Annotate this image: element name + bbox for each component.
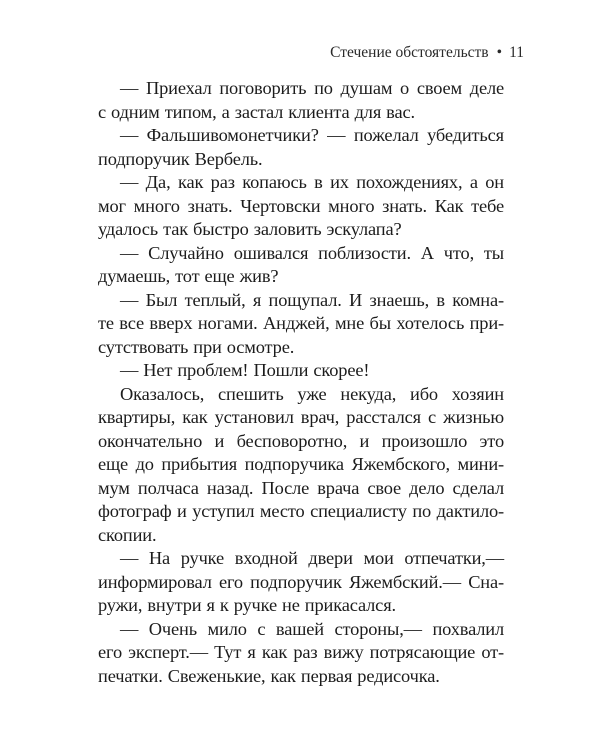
text-line: — Да, как раз копаюсь в их похождениях, а он — [120, 172, 504, 192]
text-line: скопии. — [98, 524, 157, 545]
paragraph — [98, 383, 504, 548]
page-number: 11 — [509, 44, 524, 61]
running-header — [330, 44, 524, 62]
text-line: удалось так быстро заловить эскулапа? — [98, 219, 402, 239]
text-line: ружи, внутри я к ручке не прикасался. — [98, 595, 396, 615]
text-line: — Очень мило с вашей стороны,— похвалил — [120, 618, 504, 639]
text-line: — Случайно ошивался поблизости. А что, ты — [120, 242, 504, 263]
paragraph — [98, 124, 504, 171]
text-line: — Нет проблем! Пошли скорее! — [120, 360, 370, 380]
text-line: — Был теплый, я пощупал. И знаешь, в комна- — [120, 289, 504, 310]
text-line: мог много знать. Чертовски много знать. Как тебе — [98, 195, 504, 216]
text-line: с одним типом, а застал клиента для вас. — [98, 101, 415, 122]
text-line: думаешь, тот еще жив? — [98, 266, 279, 286]
paragraph — [98, 289, 504, 360]
text-line: — На ручке входной двери мои отпечатки,— — [120, 548, 504, 568]
text-line: те все вверх ногами. Анджей, мне бы хотелось при- — [98, 313, 504, 333]
text-line: печатки. Свеженькие, как первая редисочка. — [98, 665, 440, 686]
text-line: подпоручик Вербель. — [98, 148, 263, 169]
paragraph — [98, 547, 504, 618]
text-line: фотограф и уступил место специалисту по дактило- — [98, 501, 504, 521]
text-line: еще до прибытия подпоручика Яжембского, мини- — [98, 454, 504, 474]
paragraph — [98, 242, 504, 289]
paragraph — [98, 171, 504, 242]
body-text — [98, 77, 504, 688]
text-line: окончательно и бесповоротно, и произошло это — [98, 430, 504, 451]
paragraph — [98, 618, 504, 689]
text-line: его эксперт.— Тут я как раз вижу потрясающие от- — [98, 642, 504, 662]
text-line: — Фальшивомонетчики? — пожелал убедиться — [120, 125, 504, 145]
header-separator: • — [496, 44, 503, 61]
text-line: квартиры, как установил врач, расстался с жизнью — [98, 407, 504, 427]
text-line: информировал его подпоручик Яжембский.— Сна- — [98, 571, 504, 592]
chapter-title: Стечение обстоятельств — [330, 44, 489, 61]
text-line: мум полчаса назад. После врача свое дело сделал — [98, 477, 504, 498]
text-line: Оказалось, спешить уже некуда, ибо хозяин — [120, 383, 504, 404]
text-line: сутствовать при осмотре. — [98, 336, 295, 357]
paragraph — [98, 359, 504, 383]
paragraph — [98, 77, 504, 124]
text-line: — Приехал поговорить по душам о своем деле — [120, 78, 504, 98]
